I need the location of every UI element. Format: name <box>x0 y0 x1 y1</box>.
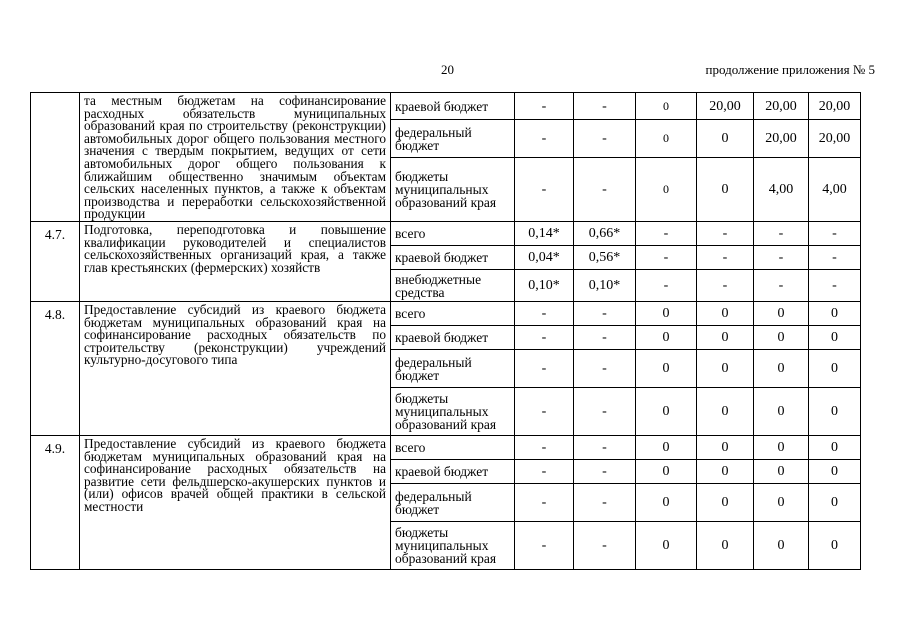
value-cell: - <box>515 302 574 326</box>
value-cell: 0,14* <box>515 222 574 246</box>
value-cell: - <box>574 120 636 158</box>
funding-source: краевой бюджет <box>391 246 515 270</box>
value-cell: - <box>809 270 861 302</box>
funding-source: федеральный бюджет <box>391 120 515 158</box>
value-cell: 0 <box>636 436 697 460</box>
value-cell: - <box>636 246 697 270</box>
value-cell: 0 <box>809 522 861 570</box>
value-cell: - <box>574 484 636 522</box>
value-cell: 0 <box>809 326 861 350</box>
value-cell: - <box>515 436 574 460</box>
value-cell: 0 <box>754 522 809 570</box>
table-row <box>31 93 861 120</box>
value-cell: 0 <box>809 484 861 522</box>
funding-source: всего <box>391 302 515 326</box>
value-cell: 0 <box>754 302 809 326</box>
value-cell: 0 <box>754 460 809 484</box>
value-cell: 0,66* <box>574 222 636 246</box>
value-cell: 0,10* <box>515 270 574 302</box>
item-description: Предоставление субсидий из краевого бюджета бюджетам муниципальных образований края на софинансирование расходных обязательств на развитие сети фельдшерско-акушерских пунктов и (или) офисов врачей общей практики в сельской местности <box>80 436 391 570</box>
funding-source: всего <box>391 222 515 246</box>
value-cell: - <box>697 270 754 302</box>
item-number: 4.9. <box>31 436 80 570</box>
item-description: Предоставление субсидий из краевого бюджета бюджетам муниципальных образований края на софинансирование расходных обязательств по строительству (реконструкции) учреждений культурно-досугового типа <box>80 302 391 436</box>
value-cell: 4,00 <box>809 158 861 222</box>
value-cell: - <box>574 460 636 484</box>
value-cell: 0 <box>809 388 861 436</box>
value-cell: - <box>697 246 754 270</box>
table-row <box>31 436 861 460</box>
value-cell: 0 <box>636 93 697 120</box>
value-cell: 20,00 <box>754 93 809 120</box>
value-cell: 0 <box>809 302 861 326</box>
value-cell: 0 <box>636 326 697 350</box>
value-cell: - <box>809 222 861 246</box>
value-cell: 0 <box>697 158 754 222</box>
value-cell: 0 <box>697 326 754 350</box>
value-cell: - <box>754 222 809 246</box>
value-cell: 0 <box>697 460 754 484</box>
funding-source: всего <box>391 436 515 460</box>
value-cell: - <box>574 326 636 350</box>
value-cell: - <box>515 388 574 436</box>
value-cell: 0 <box>754 350 809 388</box>
value-cell: 0 <box>697 388 754 436</box>
value-cell: 0 <box>754 436 809 460</box>
value-cell: - <box>515 326 574 350</box>
funding-source: внебюджетные средства <box>391 270 515 302</box>
value-cell: 20,00 <box>754 120 809 158</box>
budget-table <box>30 92 861 570</box>
item-number: 4.7. <box>31 222 80 302</box>
value-cell: - <box>574 158 636 222</box>
value-cell: - <box>515 158 574 222</box>
value-cell: - <box>515 460 574 484</box>
value-cell: 0 <box>636 522 697 570</box>
value-cell: - <box>515 350 574 388</box>
value-cell: - <box>515 120 574 158</box>
value-cell: - <box>515 522 574 570</box>
value-cell: - <box>515 93 574 120</box>
value-cell: 0 <box>636 350 697 388</box>
item-description: Подготовка, переподготовка и повышение квалификации руководителей и специалистов сельскохозяйственных организаций края, а также глав крестьянских (фермерских) хозяйств <box>80 222 391 302</box>
value-cell: 0 <box>809 350 861 388</box>
value-cell: - <box>515 484 574 522</box>
value-cell: 20,00 <box>697 93 754 120</box>
funding-source: краевой бюджет <box>391 460 515 484</box>
value-cell: 0 <box>809 436 861 460</box>
page-number: 20 <box>441 62 454 77</box>
value-cell: 0,04* <box>515 246 574 270</box>
value-cell: 0 <box>636 388 697 436</box>
value-cell: 0 <box>697 522 754 570</box>
value-cell: 0 <box>754 484 809 522</box>
value-cell: 4,00 <box>754 158 809 222</box>
value-cell: 0 <box>636 158 697 222</box>
funding-source: бюджеты муниципальных образований края <box>391 388 515 436</box>
value-cell: 0 <box>636 484 697 522</box>
table-row <box>31 222 861 246</box>
value-cell: - <box>809 246 861 270</box>
value-cell: - <box>574 522 636 570</box>
value-cell: 0 <box>754 326 809 350</box>
funding-source: краевой бюджет <box>391 93 515 120</box>
value-cell: 0,56* <box>574 246 636 270</box>
value-cell: 0 <box>697 120 754 158</box>
value-cell: 0 <box>636 120 697 158</box>
value-cell: 0 <box>636 302 697 326</box>
funding-source: бюджеты муниципальных образований края <box>391 522 515 570</box>
value-cell: 0 <box>697 484 754 522</box>
value-cell: - <box>754 246 809 270</box>
value-cell: 0 <box>697 436 754 460</box>
funding-source: федеральный бюджет <box>391 484 515 522</box>
item-number <box>31 93 80 222</box>
value-cell: 0,10* <box>574 270 636 302</box>
table-row <box>31 302 861 326</box>
value-cell: - <box>636 270 697 302</box>
value-cell: 0 <box>809 460 861 484</box>
value-cell: 20,00 <box>809 120 861 158</box>
value-cell: 0 <box>697 350 754 388</box>
value-cell: 0 <box>754 388 809 436</box>
value-cell: - <box>754 270 809 302</box>
value-cell: - <box>574 302 636 326</box>
value-cell: - <box>636 222 697 246</box>
value-cell: 20,00 <box>809 93 861 120</box>
item-description: та местным бюджетам на софинансирование расходных обязательств муниципальных образований края по строительству (реконструкции) автомобильных дорог общего пользования местного значения с твердым покрытием, ведущих от сети автомобильных дорог общего пользования к ближайшим общественно значимым объектам сельских населенных пунктов, а также к объектам производства и переработки сельскохозяйственной продукции <box>80 93 391 222</box>
value-cell: - <box>697 222 754 246</box>
value-cell: - <box>574 436 636 460</box>
funding-source: краевой бюджет <box>391 326 515 350</box>
funding-source: бюджеты муниципальных образований края <box>391 158 515 222</box>
continuation-label: продолжение приложения № 5 <box>705 62 875 77</box>
value-cell: - <box>574 350 636 388</box>
value-cell: 0 <box>697 302 754 326</box>
value-cell: - <box>574 388 636 436</box>
funding-source: федеральный бюджет <box>391 350 515 388</box>
item-number: 4.8. <box>31 302 80 436</box>
value-cell: 0 <box>636 460 697 484</box>
value-cell: - <box>574 93 636 120</box>
